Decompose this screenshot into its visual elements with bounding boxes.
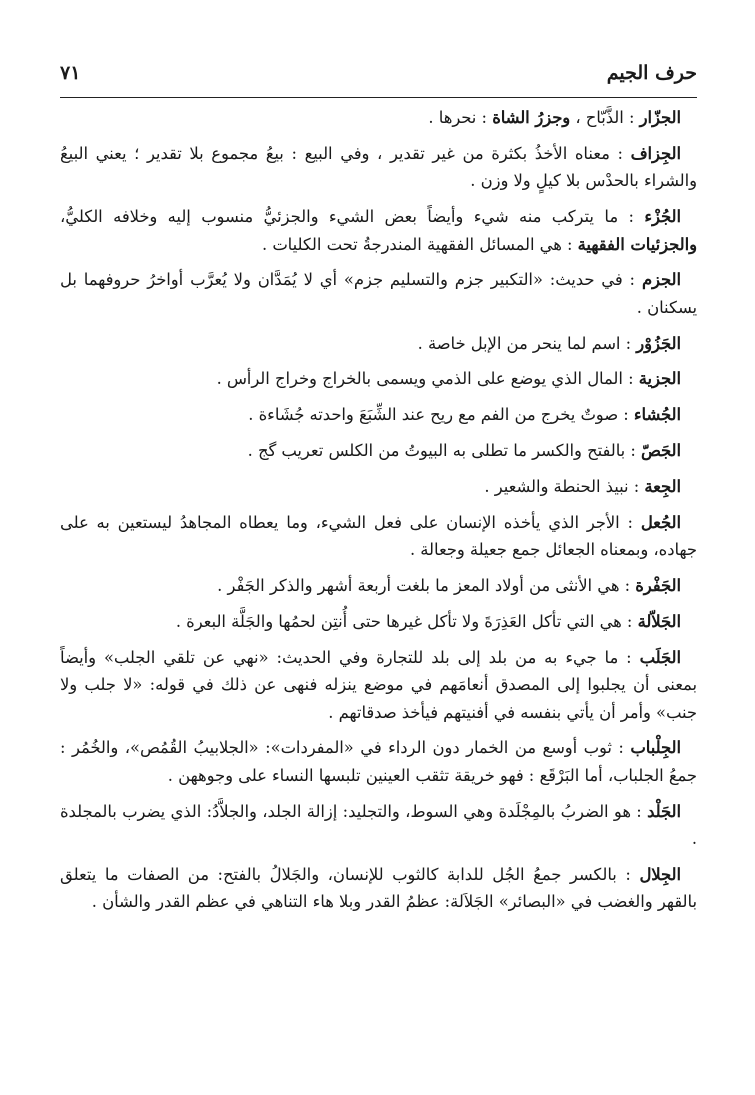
entry-definition: : في حديث: «التكبير جزم والتسليم جزم» أي لا يُمَدَّان ولا يُعرَّب أواخرُ حروفهما بل يسكنان . bbox=[60, 270, 697, 317]
entry-definition: : اسم لما ينحر من الإبل خاصة . bbox=[417, 333, 637, 353]
entry-definition: : الذَّبّاح ، bbox=[570, 108, 640, 127]
entry-term: الجَلاّلة bbox=[637, 611, 681, 631]
dictionary-entry bbox=[60, 203, 697, 258]
entry-definition: : المال الذي يوضع على الذمي ويسمى بالخراج وخراج الرأس . bbox=[216, 369, 639, 389]
dictionary-entry bbox=[60, 861, 697, 916]
dictionary-entry bbox=[60, 104, 697, 132]
entry-list bbox=[60, 104, 697, 916]
entry-definition: : بالكسر جمعُ الجُل للدابة كالثوب للإنسان، والجَلالُ بالفتح: من الصفات ما يتعلق بالقهر والغضب في «البصائر» الجَلاَلة: عظمُ القدر وبلا هاء التناهي في عظم القدر والشأن . bbox=[60, 864, 697, 912]
entry-term: الجِعة bbox=[644, 476, 681, 496]
dictionary-entry bbox=[60, 401, 697, 429]
running-title: حرف الجيم bbox=[606, 62, 697, 84]
dictionary-entry bbox=[60, 437, 697, 465]
entry-term: الجزم bbox=[641, 270, 681, 290]
entry-term: الجِلال bbox=[639, 864, 681, 884]
dictionary-entry bbox=[60, 473, 697, 501]
page-number: ٧١ bbox=[60, 62, 81, 84]
entry-definition: : ثوب أوسع من الخمار دون الرداء في «المفردات»: «الجلابيبُ القُمُص»، والخُمُر : جمعُ الجلباب، أما البَرْقَع : فهو خريقة تثقب العينين تلبسها النساء على وجوههن . bbox=[60, 738, 697, 785]
entry-term: الجَلَب bbox=[639, 647, 681, 667]
entry-definition: : معناه الأخذُ بكثرة من غير تقدير ، وفي البيع : بيعُ مجموع بلا تقدير ؛ يعني البيعُ والشراء بالحدْس بلا كيلٍ ولا وزن . bbox=[60, 143, 697, 191]
entry-term: الجَصّ bbox=[641, 441, 681, 461]
entry-term: الجِلْباب bbox=[630, 738, 681, 758]
entry-definition: : نحرها . bbox=[428, 108, 493, 127]
entry-definition: : الأجر الذي يأخذه الإنسان على فعل الشيء، وما يعطاه المجاهدُ ليستعين به على جهاده، وبمعناه الجعائل جمع جعيلة وجعالة . bbox=[60, 512, 697, 560]
entry-definition: : ما جيء به من بلد إلى بلد للتجارة وفي الحديث: «نهي عن تلقي الجلب» وأيضاً بمعنى أن يجلبوا إلى المصدق أنعامَهم في موضع ينزله فنهى عن ذلك في قوله: «لا جلب ولا جنب» وأمر أن يأتي بنفسه في أفنيتهم فيأخذ صدقاتهم . bbox=[60, 647, 697, 722]
entry-term: الجَزُوْر bbox=[636, 333, 681, 353]
entry-term: الجُشاء bbox=[633, 405, 681, 425]
dictionary-entry bbox=[60, 798, 697, 853]
entry-term: الجزّار bbox=[639, 108, 681, 127]
entry-term: الجَفْرة bbox=[635, 575, 681, 595]
dictionary-entry bbox=[60, 330, 697, 358]
dictionary-entry bbox=[60, 734, 697, 789]
entry-definition: : صوتٌ يخرج من الفم مع ريح عند الشِّبَعَ واحدته جُشَاءة . bbox=[248, 405, 634, 425]
entry-term: الجُعل bbox=[640, 512, 681, 532]
entry-definition: : هي التي تأكل العَذِرَةَ ولا تأكل غيرها حتى أُنتِن لحمُها والجَلَّة البعرة . bbox=[175, 611, 638, 631]
entry-definition: : هي الأنثى من أولاد المعز ما بلغت أربعة أشهر والذكر الجَفْر . bbox=[217, 575, 636, 595]
page-header bbox=[60, 56, 697, 96]
entry-definition: : ما يتركب منه شيء وأيضاً بعض الشيء والجزئيُّ منسوب إليه وخلافه الكليُّ، bbox=[60, 207, 645, 227]
entry-term: الجِزاف bbox=[630, 143, 681, 163]
entry-definition: : بالفتح والكسر ما تطلى به البيوتُ من الكلس تعريب گج . bbox=[247, 441, 642, 461]
entry-term: الجزية bbox=[638, 369, 681, 389]
header-rule bbox=[60, 97, 697, 98]
dictionary-entry bbox=[60, 509, 697, 564]
entry-definition: : نبيذ الحنطة والشعير . bbox=[484, 476, 645, 496]
entry-term: والجزئيات الفقهية bbox=[577, 234, 697, 254]
dictionary-entry bbox=[60, 572, 697, 600]
entry-term: الجَلْد bbox=[647, 801, 681, 821]
dictionary-entry bbox=[60, 140, 697, 195]
entry-term: الجُزْء bbox=[644, 207, 681, 227]
dictionary-entry bbox=[60, 644, 697, 727]
entry-definition: : هو الضربُ بالمِجْلَدة وهي السوط، والتجليد: إزالة الجلد، والجلاَّدُ: الذي يضرب بالمجلدة . bbox=[60, 801, 697, 849]
dictionary-entry bbox=[60, 608, 697, 636]
entry-definition: : هي المسائل الفقهية المندرجةُ تحت الكليات . bbox=[261, 234, 578, 254]
dictionary-entry bbox=[60, 365, 697, 393]
entry-term: وجزرُ الشاة bbox=[492, 108, 571, 127]
dictionary-entry bbox=[60, 266, 697, 321]
